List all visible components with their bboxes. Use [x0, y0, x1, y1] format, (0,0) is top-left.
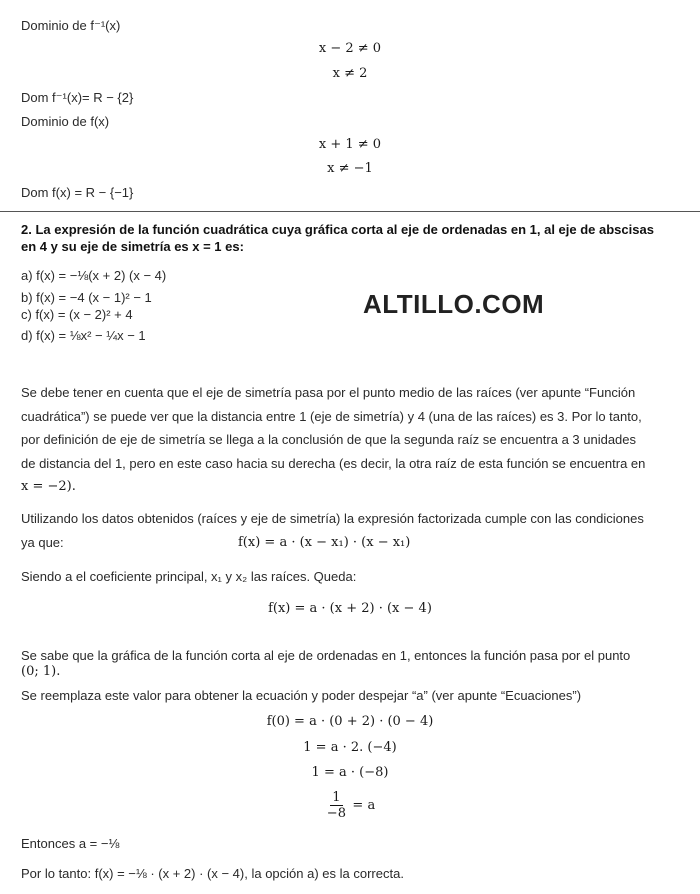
- explanation-paragraph-2-line-2: ya que:: [21, 535, 64, 550]
- question-line-2: en 4 y su eje de simetría es x = 1 es:: [21, 239, 244, 254]
- conclusion-a-value: Entonces a = −⅛: [21, 836, 120, 851]
- dominio-inversa-label: Dominio de f⁻¹(x): [21, 18, 121, 33]
- explanation-paragraph-5: Se reemplaza este valor para obtener la ecuación y poder despejar “a” (ver apunte “Ecuaciones”): [21, 688, 582, 703]
- explanation-line: de distancia del 1, pero en este caso hacia su derecha (es decir, la otra raíz de esta función se encuentra en: [21, 455, 646, 471]
- watermark-logo: ALTILLO.COM: [363, 289, 545, 319]
- explanation-line: por definición de eje de simetría se llega a la conclusión de que la segunda raíz se encuentra a 3 unidades: [21, 432, 637, 447]
- step-4-equation: [0, 790, 700, 821]
- equation-x-plus-1: x + 1 ≠ 0: [318, 137, 382, 152]
- step-3-equation: 1 = a · (−8): [311, 765, 389, 780]
- explanation-paragraph-2-line-1: Utilizando los datos obtenidos (raíces y eje de simetría) la expresión factorizada cumple con las condiciones: [21, 511, 644, 526]
- section-divider: [0, 211, 700, 212]
- option-d: d) f(x) = ⅛x² − ¼x − 1: [21, 328, 146, 343]
- equation-x-ne-minus-1: x ≠ −1: [327, 161, 373, 176]
- explanation-paragraph-4-line-2: (0; 1).: [21, 664, 61, 679]
- factorized-formula-general: f(x) = a · (x − x₁) · (x − x₁): [238, 535, 411, 550]
- option-c: c) f(x) = (x − 2)² + 4: [21, 307, 133, 322]
- dominio-f-label: Dominio de f(x): [21, 114, 110, 129]
- option-a: a) f(x) = −⅛(x + 2) (x − 4): [21, 268, 167, 283]
- step-4-denominator: −8: [326, 806, 346, 821]
- question-line-1: 2. La expresión de la función cuadrática cuya gráfica corta al eje de ordenadas en 1, al eje de abscisas: [21, 222, 654, 237]
- option-b: b) f(x) = −4 (x − 1)² − 1: [21, 290, 152, 305]
- equation-x-minus-2: x − 2 ≠ 0: [318, 41, 382, 56]
- explanation-line: Se debe tener en cuenta que el eje de simetría pasa por el punto medio de las raíces (ver apunte “Función: [21, 385, 636, 400]
- explanation-line: x = −2).: [21, 479, 76, 494]
- equation-x-ne-2: x ≠ 2: [332, 66, 368, 81]
- step-4-rhs: = a: [352, 798, 376, 813]
- explanation-paragraph-1: [21, 381, 677, 499]
- explanation-paragraph-3: Siendo a el coeficiente principal, x₁ y x₂ las raíces. Queda:: [21, 569, 357, 584]
- dominio-inversa-result: Dom f⁻¹(x)= R − {2}: [21, 90, 134, 105]
- step-4-fraction: [325, 790, 348, 821]
- explanation-line: cuadrática”) se puede ver que la distancia entre 1 (eje de simetría) y 4 (una de las raíces) es 3. Por lo tanto,: [21, 408, 642, 424]
- step-1-equation: f(0) = a · (0 + 2) · (0 − 4): [266, 714, 434, 729]
- factorized-formula-specific: f(x) = a · (x + 2) · (x − 4): [268, 601, 432, 616]
- step-4-numerator: 1: [332, 790, 341, 805]
- explanation-paragraph-4-line-1: Se sabe que la gráfica de la función corta al eje de ordenadas en 1, entonces la función pasa por el punto: [21, 648, 631, 663]
- dominio-f-result: Dom f(x) = R − {−1}: [21, 185, 134, 200]
- step-2-equation: 1 = a · 2. (−4): [303, 740, 397, 755]
- conclusion-final: Por lo tanto: f(x) = −⅛ · (x + 2) · (x − 4), la opción a) es la correcta.: [21, 866, 404, 881]
